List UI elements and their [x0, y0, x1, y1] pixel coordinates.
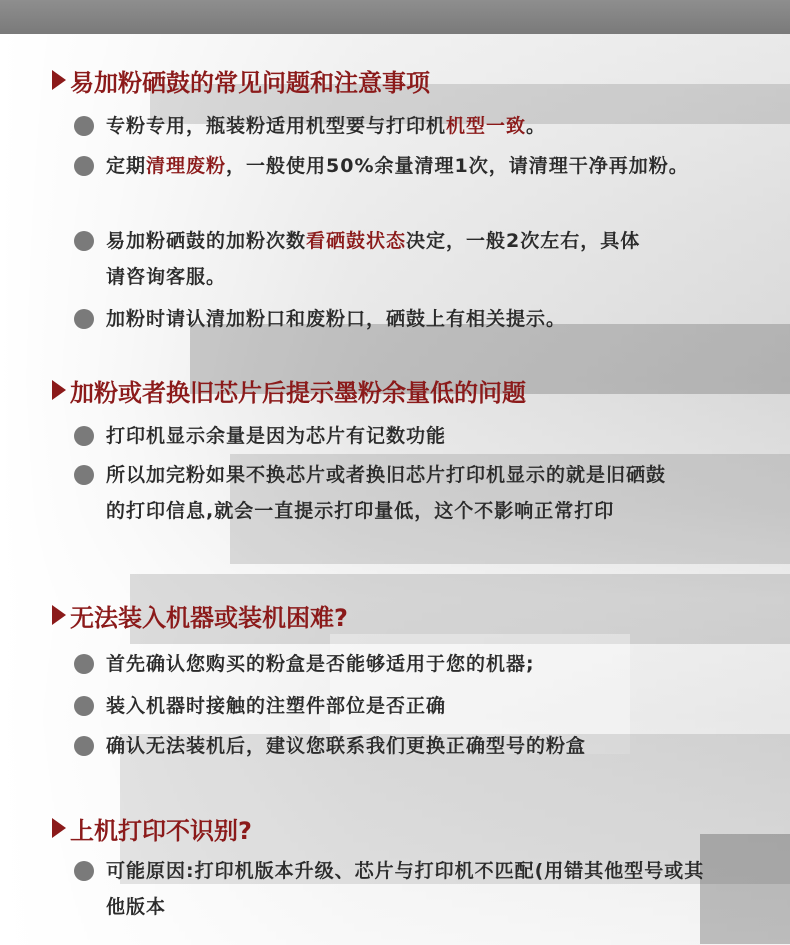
triangle-bullet-icon — [52, 818, 66, 838]
item-text: 易加粉硒鼓的加粉次数 — [106, 230, 307, 252]
list-item — [74, 148, 724, 184]
item-text: 定期 — [106, 155, 147, 177]
section-title: 加粉或者换旧芯片后提示墨粉余量低的问题 — [70, 378, 526, 407]
list-item — [74, 457, 674, 529]
circle-bullet-icon — [74, 736, 94, 756]
item-highlight: 清理废粉 — [146, 155, 227, 177]
item-highlight: 看硒鼓状态 — [306, 230, 407, 252]
list-item — [74, 688, 734, 724]
circle-bullet-icon — [74, 426, 94, 446]
list-item — [74, 223, 654, 295]
list-item — [74, 646, 734, 682]
section-title: 易加粉硒鼓的常见问题和注意事项 — [70, 68, 430, 97]
triangle-bullet-icon — [52, 380, 66, 400]
section-title: 无法装入机器或装机困难? — [70, 603, 348, 632]
list-item — [74, 301, 734, 337]
section-heading-4 — [52, 811, 252, 845]
item-text: 可能原因:打印机版本升级、芯片与打印机不匹配(用错其他型号或其他版本 — [106, 860, 705, 918]
item-text: 决定，一般2次左右，具体请咨询客服。 — [106, 230, 641, 288]
item-text: 打印机显示余量是因为芯片有记数功能 — [106, 425, 447, 447]
item-text: 首先确认您购买的粉盒是否能够适用于您的机器; — [106, 653, 535, 675]
circle-bullet-icon — [74, 654, 94, 674]
circle-bullet-icon — [74, 696, 94, 716]
circle-bullet-icon — [74, 861, 94, 881]
item-text: 所以加完粉如果不换芯片或者换旧芯片打印机显示的就是旧硒鼓的打印信息,就会一直提示打印量低，这个不影响正常打印 — [106, 464, 667, 522]
item-highlight: 机型一致 — [446, 115, 527, 137]
item-text: 加粉时请认清加粉口和废粉口，硒鼓上有相关提示。 — [106, 308, 567, 330]
circle-bullet-icon — [74, 116, 94, 136]
list-item — [74, 108, 734, 144]
item-text: 专粉专用，瓶装粉适用机型要与打印机 — [106, 115, 447, 137]
item-text: ，一般使用50%余量清理1次，请清理干净再加粉。 — [226, 155, 689, 177]
section-heading-3 — [52, 598, 348, 632]
item-text: 确认无法装机后，建议您联系我们更换正确型号的粉盒 — [106, 735, 587, 757]
list-item — [74, 728, 734, 764]
top-gray-bar — [0, 0, 790, 34]
section-heading-1 — [52, 63, 430, 97]
circle-bullet-icon — [74, 309, 94, 329]
triangle-bullet-icon — [52, 605, 66, 625]
item-text: 。 — [526, 115, 547, 137]
item-text: 装入机器时接触的注塑件部位是否正确 — [106, 695, 447, 717]
list-item — [74, 418, 734, 454]
circle-bullet-icon — [74, 156, 94, 176]
section-title: 上机打印不识别? — [70, 816, 252, 845]
circle-bullet-icon — [74, 231, 94, 251]
list-item — [74, 853, 714, 925]
section-heading-2 — [52, 373, 526, 407]
circle-bullet-icon — [74, 465, 94, 485]
triangle-bullet-icon — [52, 70, 66, 90]
